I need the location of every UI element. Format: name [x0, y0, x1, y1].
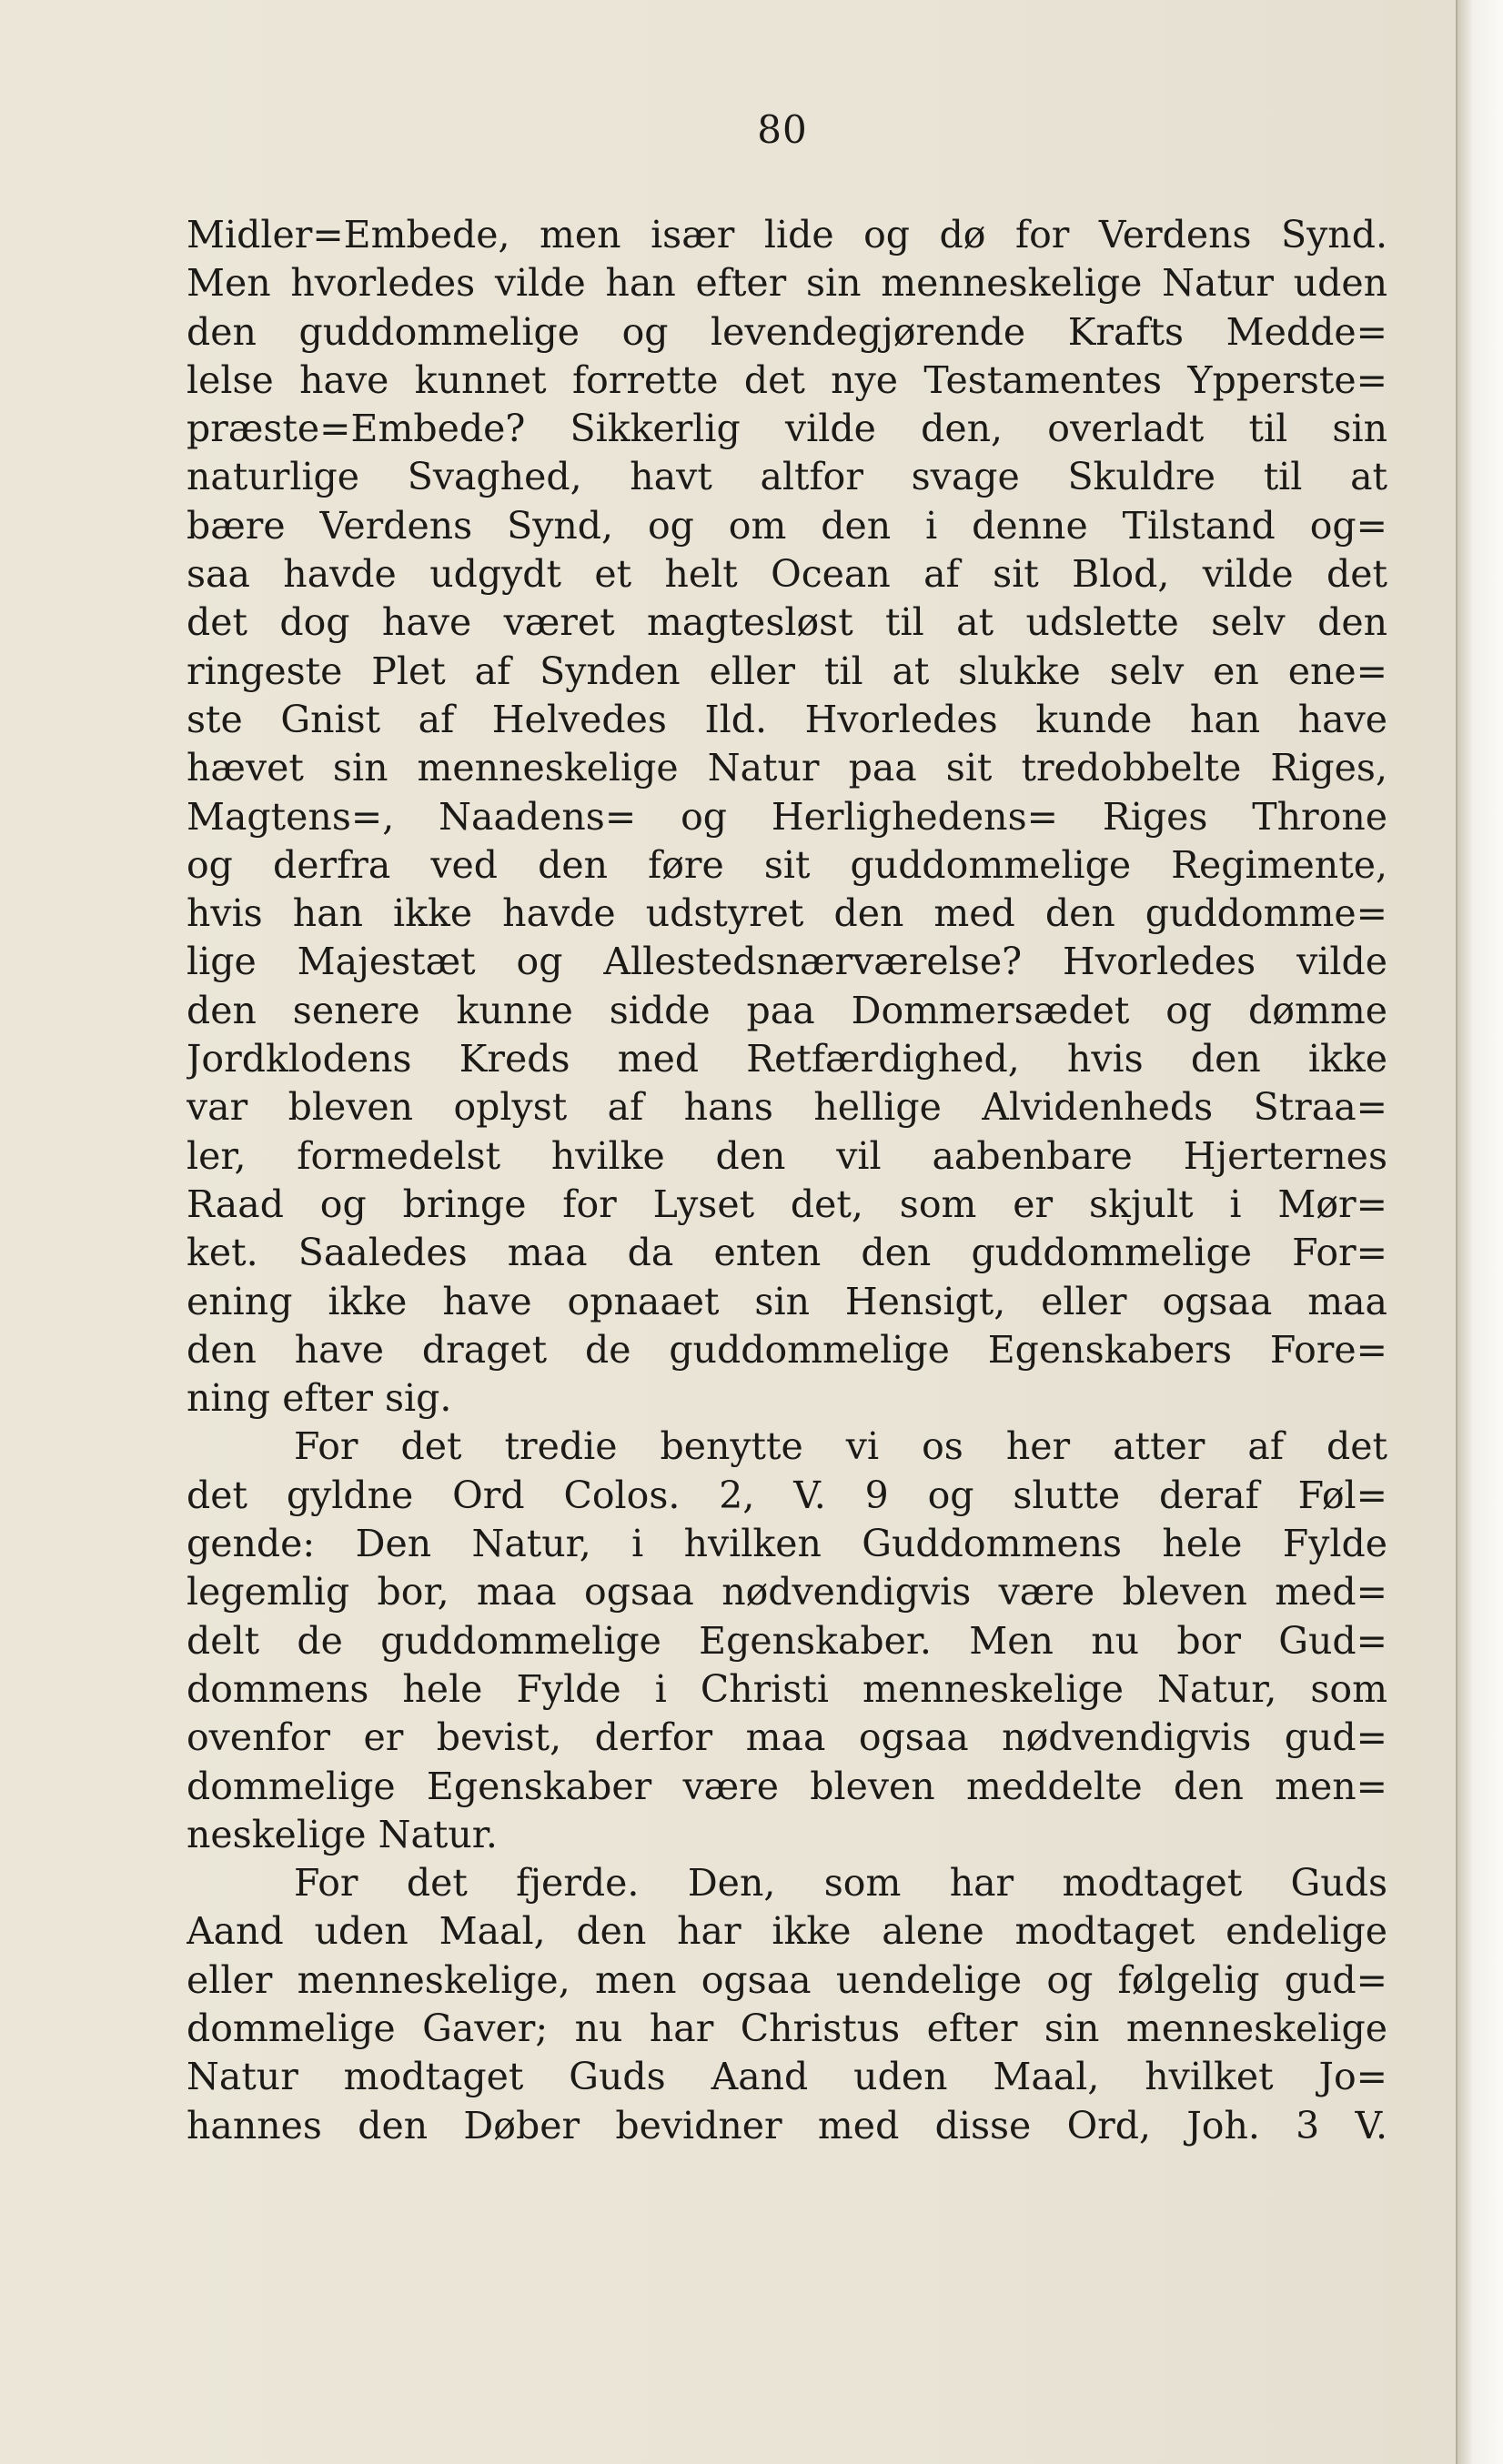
text-line: dommelige Gaver; nu har Christus efter sin menneskelige	[187, 2006, 1387, 2050]
text-line: ket. Saaledes maa da enten den guddommelige For=	[187, 1231, 1387, 1275]
text-line: hannes den Døber bevidner med disse Ord, Joh. 3 V.	[187, 2103, 1387, 2147]
text-line: legemlig bor, maa ogsaa nødvendigvis være bleven med=	[187, 1570, 1387, 1614]
text-line: delt de guddommelige Egenskaber. Men nu bor Gud=	[187, 1618, 1387, 1663]
text-line: For det fjerde. Den, som har modtaget Guds	[294, 1861, 1387, 1906]
text-line: dommens hele Fylde i Christi menneskelige Natur, som	[187, 1666, 1387, 1711]
text-line: ovenfor er bevist, derfor maa ogsaa nødvendigvis gud=	[187, 1715, 1387, 1760]
text-line: lige Majestæt og Allestedsnærværelse? Hvorledes vilde	[187, 940, 1387, 984]
body-text	[187, 211, 1387, 2150]
text-line: ringeste Plet af Synden eller til at slukke selv en ene=	[187, 649, 1387, 693]
text-line: For det tredie benytte vi os her atter af det	[294, 1424, 1387, 1469]
text-line: ste Gnist af Helvedes Ild. Hvorledes kunde han have	[187, 697, 1387, 741]
text-line: Natur modtaget Guds Aand uden Maal, hvilket Jo=	[187, 2055, 1387, 2099]
text-line: bære Verdens Synd, og om den i denne Tilstand og=	[187, 503, 1387, 548]
text-line: neskelige Natur.	[187, 1812, 498, 1856]
text-line: hvis han ikke havde udstyret den med den guddomme=	[187, 891, 1387, 936]
text-line: Raad og bringe for Lyset det, som er skjult i Mør=	[187, 1182, 1387, 1226]
text-line: Men hvorledes vilde han efter sin menneskelige Natur uden	[187, 261, 1387, 306]
text-line: den senere kunne sidde paa Dommersædet og dømme	[187, 988, 1387, 1032]
text-line: dommelige Egenskaber være bleven meddelte den men=	[187, 1764, 1387, 1808]
text-line: den guddommelige og levendegjørende Krafts Medde=	[187, 309, 1387, 354]
text-line: og derfra ved den føre sit guddommelige Regimente,	[187, 842, 1387, 887]
text-line: naturlige Svaghed, havt altfor svage Skuldre til at	[187, 455, 1387, 499]
text-line: Aand uden Maal, den har ikke alene modtaget endelige	[187, 1909, 1387, 1954]
page-number: 80	[757, 107, 808, 152]
text-line: ler, formedelst hvilke den vil aabenbare Hjerternes	[187, 1133, 1387, 1178]
page-edge	[1456, 0, 1503, 2464]
text-line: saa havde udgydt et helt Ocean af sit Blod, vilde det	[187, 552, 1387, 597]
text-line: hævet sin menneskelige Natur paa sit tredobbelte Riges,	[187, 746, 1387, 790]
text-line: det gyldne Ord Colos. 2, V. 9 og slutte deraf Føl=	[187, 1473, 1387, 1517]
text-line: ening ikke have opnaaet sin Hensigt, eller ogsaa maa	[187, 1279, 1387, 1323]
text-line: Magtens=, Naadens= og Herlighedens= Riges Throne	[187, 794, 1387, 839]
text-line: gende: Den Natur, i hvilken Guddommens hele Fylde	[187, 1522, 1387, 1566]
text-line: eller menneskelige, men ogsaa uendelige og følgelig gud=	[187, 1957, 1387, 2002]
text-line: var bleven oplyst af hans hellige Alvidenheds Straa=	[187, 1085, 1387, 1130]
text-line: den have draget de guddommelige Egenskabers Fore=	[187, 1327, 1387, 1372]
text-line: Jordklodens Kreds med Retfærdighed, hvis den ikke	[187, 1037, 1387, 1081]
text-line: Midler=Embede, men især lide og dø for Verdens Synd.	[187, 213, 1387, 256]
text-line: det dog have været magtesløst til at udslette selv den	[187, 600, 1387, 645]
text-line: ning efter sig.	[187, 1376, 452, 1421]
text-line: lelse have kunnet forrette det nye Testamentes Ypperste=	[187, 357, 1387, 402]
text-line: præste=Embede? Sikkerlig vilde den, overladt til sin	[187, 407, 1387, 451]
